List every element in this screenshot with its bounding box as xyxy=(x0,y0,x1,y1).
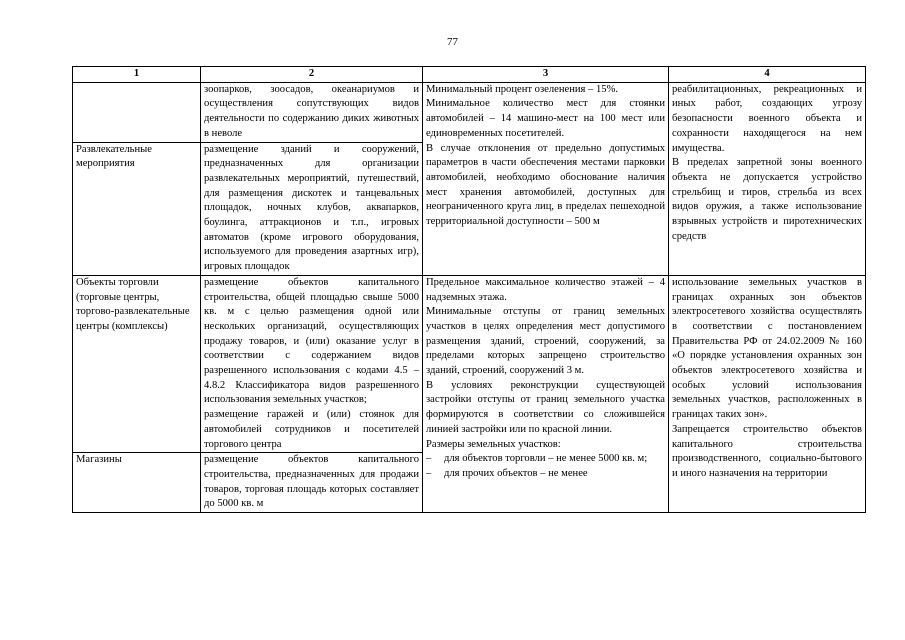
parameters-text: Минимальное количество мест для стоянки автомобилей – 14 машино-мест на 100 мест или единовременных посетителей. xyxy=(426,98,665,139)
plot-size-list xyxy=(426,452,665,481)
page-number: 77 xyxy=(447,36,458,48)
use-description-cell xyxy=(201,142,423,275)
use-name-cell xyxy=(73,453,201,513)
parameters-text: Минимальный процент озеленения – 15%. xyxy=(426,83,619,95)
restrictions-cell xyxy=(669,275,866,512)
table-row xyxy=(73,275,866,452)
parameters-text: В случае отклонения от предельно допустимых параметров в части обеспечения местами парковки автомобилей, необходимо обоснование наличия мест хранения автомобилей, доступных для неограниченного круга лиц, в пределах пешеходной территориальной доступности – 500 м xyxy=(426,142,665,228)
header-col-1: 1 xyxy=(73,67,201,83)
restrictions-text: использование земельных участков в границах охранных зон объектов электросетевого хозяйства осуществлять в соответствии с постановлением Правительства РФ от 24.02.2009 № 160 «О порядке установления охранных зон объектов электросетевого хозяйства и особых условий использования земельных участков, расположенных в границах таких зон». xyxy=(672,276,862,421)
use-name-text: Развлекательные мероприятия xyxy=(76,143,152,170)
restrictions-text: Запрещается строительство объектов капитального строительства производственного, социально-бытового и иного назначения на территории xyxy=(672,423,862,479)
parameters-cell xyxy=(423,275,669,512)
restrictions-text: В пределах запретной зоны военного объекта не допускается устройство стрельбищ и тиров, стрельба из всех видов оружия, а также использование взрывных устройств и пиротехнических средств xyxy=(672,157,862,242)
description-text: размещение объектов капитального строительства, общей площадью свыше 5000 кв. м с целью размещения одной или нескольких организаций, осуществляющих продажу товаров, и (или) оказание услуг в соответствии с содержанием видов разрешенного использования с кодами 4.5 – 4.8.2 Классификатора видов разрешенного использования земельных участков; xyxy=(204,276,419,406)
parameters-text: Минимальные отступы от границ земельных участков в целях определения мест допустимого размещения зданий, строений, сооружений, за пределами которых запрещено строительство зданий, строений, сооружений 3 м. xyxy=(426,306,665,377)
use-description-cell xyxy=(201,275,423,452)
description-text: размещение объектов капитального строительства, предназначенных для продажи товаров, торговая площадь которых составляет до 5000 кв. м xyxy=(204,454,419,510)
header-col-3: 3 xyxy=(423,67,669,83)
list-item: – для объектов торговли – не менее 5000 кв. м; xyxy=(426,452,665,467)
list-item: – для прочих объектов – не менее xyxy=(426,467,665,482)
table-row xyxy=(73,82,866,142)
use-description-cell xyxy=(201,82,423,142)
header-col-4: 4 xyxy=(669,67,866,83)
use-name-cell xyxy=(73,142,201,275)
use-description-cell xyxy=(201,453,423,513)
use-name-cell xyxy=(73,82,201,142)
description-text: размещение зданий и сооружений, предназначенных для организации развлекательных мероприятий, путешествий, для размещения дискотек и танцевальных площадок, ночных клубов, аквапарков, боулинга, аттракционов и т.п., игровых автоматов (кроме игрового оборудования, используемого для проведения азартных игр), игровых площадок xyxy=(204,143,419,273)
parameters-text: В условиях реконструкции существующей застройки отступы от границ земельного участка формируются в соответствии со сложившейся линией застройки или по красной линии. xyxy=(426,379,665,435)
restrictions-text: реабилитационных, рекреационных и иных работ, создающих угрозу безопасности военного объекта и сохранности находящегося на нем имущества. xyxy=(672,83,862,154)
description-text: зоопарков, зоосадов, океанариумов и осуществления сопутствующих видов деятельности по содержанию диких животных в неволе xyxy=(204,83,419,139)
parameters-cell xyxy=(423,82,669,275)
header-row xyxy=(73,67,866,83)
header-col-2: 2 xyxy=(201,67,423,83)
use-name-text: Магазины xyxy=(76,454,122,466)
description-text: размещение гаражей и (или) стоянок для автомобилей сотрудников и посетителей торгового центра xyxy=(204,409,419,450)
restrictions-cell xyxy=(669,82,866,275)
use-name-text: Объекты торговли (торговые центры, торгово-развлекательные центры (комплексы) xyxy=(76,276,190,332)
parameters-text: Предельное максимальное количество этажей – 4 надземных этажа. xyxy=(426,276,665,303)
use-name-cell xyxy=(73,275,201,452)
regulations-table xyxy=(72,66,866,513)
parameters-text: Размеры земельных участков: xyxy=(426,438,561,450)
